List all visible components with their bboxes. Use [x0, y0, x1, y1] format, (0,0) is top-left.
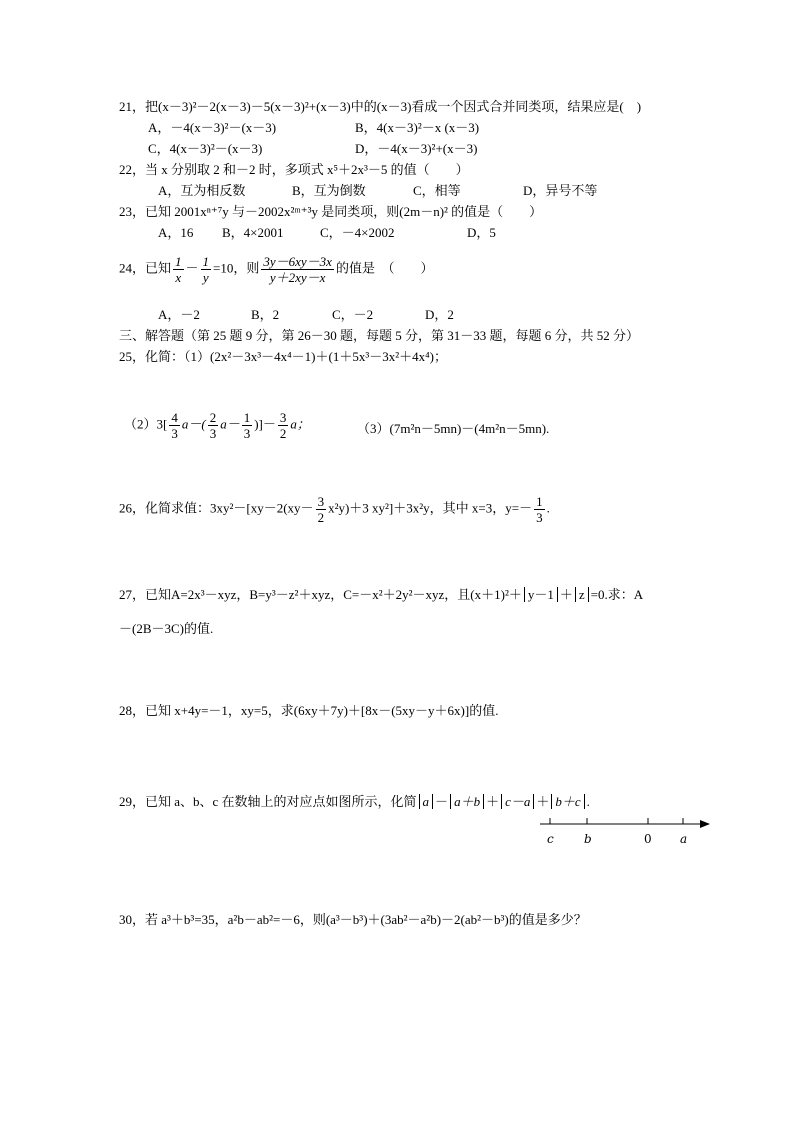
q23-option-d: D，5	[467, 225, 496, 240]
q26-stem	[119, 494, 550, 525]
q26-f1-num: 3	[317, 494, 325, 509]
q27-abs-z: z	[575, 587, 589, 602]
q24-frac1-num: 1	[175, 254, 182, 269]
q25-f3-num: 1	[243, 410, 251, 425]
q25-p2-e: a；	[290, 416, 310, 432]
number-line-label-b: b	[584, 832, 592, 846]
q24-frac3-den: y＋2xy－x	[269, 270, 326, 285]
q21-option-d: D，－4(x－3)²+(x－3)	[355, 141, 478, 156]
q23-option-b: B，4×2001	[222, 225, 284, 240]
q26-c: .	[546, 500, 550, 516]
q27-a: 27，已知A=2x³－xyz，B=y³－z²＋xyz，C=－x²＋2y²－xyz，且(x＋1)²＋	[119, 587, 522, 602]
q25-f4-den: 2	[279, 426, 287, 441]
q25-f1-num: 4	[171, 410, 178, 425]
q29-abs-c-minus-a: c－a	[501, 794, 534, 809]
number-line-label-a: a	[680, 832, 688, 846]
q26-f1-den: 2	[317, 510, 325, 525]
q25-p2-d: )]－	[254, 416, 276, 432]
q29-plus2: ＋	[536, 794, 550, 809]
q21-stem: 21，把(x－3)²－2(x－3)－5(x－3)²+(x－3)中的(x－3)看成一个因式合并同类项，结果应是( )	[119, 99, 642, 114]
q21-option-c: C，4(x－3)²－(x－3)	[148, 141, 263, 156]
q29-abs-a: a	[419, 794, 434, 809]
q25-p2-b: a－(	[181, 416, 206, 432]
q27-line1	[119, 587, 643, 603]
q25-p2-a: （2）3[	[124, 416, 168, 432]
q28-stem: 28，已知 x+4y=－1，xy=5，求(6xy＋7y)＋[8x－(5xy－y＋6x)]的值.	[119, 703, 499, 718]
number-line-label-c: c	[547, 832, 554, 846]
q24-frac1-den: x	[175, 270, 182, 285]
number-line-figure	[535, 812, 715, 852]
q24-suffix: 的值是 （ ）	[335, 260, 434, 276]
q25-part1: 25，化简：（1）(2x²－3x³－4x⁴－1)＋(1＋5x³－3x²＋4x⁴)；	[119, 349, 447, 364]
q25-f2-den: 3	[209, 426, 217, 441]
q21-option-a: A，－4(x－3)²－(x－3)	[148, 120, 277, 135]
q25-part2	[124, 410, 310, 441]
q24-frac2-num: 1	[202, 254, 210, 269]
q26-b: x²y)＋3 xy²]＋3x²y，其中 x=3，y=－	[328, 500, 533, 516]
q22-option-a: A，互为相反数	[158, 183, 246, 198]
q24-frac2-den: y	[202, 270, 209, 285]
q22-option-b: B，互为倒数	[292, 183, 366, 198]
q22-option-c: C，相等	[413, 183, 461, 198]
section3-heading: 三、解答题（第 25 题 9 分，第 26－30 题，每题 5 分，第 31－33 题，每题 6 分，共 52 分）	[119, 328, 640, 343]
q29-plus1: ＋	[486, 794, 500, 809]
q24-option-b: B，2	[251, 307, 280, 322]
q23-option-a: A，16	[158, 225, 194, 240]
number-line-arrow-icon	[700, 820, 710, 828]
q23-stem: 23，已知 2001xⁿ⁺⁷y 与－2002x²ᵐ⁺³y 是同类项，则(2m－n)² 的值是（ ）	[119, 204, 543, 219]
q25-f3-den: 3	[243, 426, 251, 441]
q29-stem	[119, 794, 590, 810]
q29-end: .	[586, 794, 590, 809]
q27-b: =0.求：A	[590, 587, 644, 602]
number-line-label-0: 0	[644, 832, 652, 846]
q24-minus: －	[185, 260, 199, 276]
q29-abs-b-plus-c: b＋c	[551, 794, 584, 809]
q24-option-a: A，－2	[158, 307, 200, 322]
q25-f4-num: 3	[279, 410, 287, 425]
q25-part3: （3）(7m²n－5mn)－(4m²n－5mn).	[357, 421, 550, 436]
q24-stem	[119, 254, 433, 285]
q26-a: 26，化简求值：3xy²－[xy－2(xy－	[119, 500, 314, 516]
q24-prefix: 24，已知	[119, 260, 172, 276]
q22-stem: 22，当 x 分别取 2 和－2 时，多项式 x⁵＋2x³－5 的值（ ）	[119, 162, 469, 177]
q22-option-d: D，异号不等	[523, 183, 598, 198]
q24-mid: =10，则	[213, 260, 260, 276]
q24-option-c: C，－2	[332, 307, 374, 322]
q29-minus: －	[435, 794, 449, 809]
q29-a: 29，已知 a、b、c 在数轴上的对应点如图所示，化简	[119, 794, 417, 809]
q26-f2-den: 3	[536, 510, 543, 525]
q24-option-d: D，2	[425, 307, 454, 322]
q30-stem: 30，若 a³＋b³=35，a²b－ab²=－6，则(a³－b³)＋(3ab²－a²b)－2(ab²－b³)的值是多少？	[119, 912, 587, 927]
q25-f1-den: 3	[171, 426, 178, 441]
q21-option-b: B，4(x－3)²－x (x－3)	[355, 120, 480, 135]
q25-p2-c: a－	[220, 416, 240, 432]
q23-option-c: C，－4×2002	[320, 225, 395, 240]
q27-line2: －(2B－3C)的值.	[119, 621, 214, 636]
q24-frac3-num: 3y－6xy－3x	[263, 254, 332, 269]
q29-abs-a-plus-b: a＋b	[450, 794, 484, 809]
q27-abs-y: y－1	[524, 587, 558, 602]
q27-plus: ＋	[559, 587, 573, 602]
q26-f2-num: 1	[536, 494, 543, 509]
q25-f2-num: 2	[209, 410, 217, 425]
